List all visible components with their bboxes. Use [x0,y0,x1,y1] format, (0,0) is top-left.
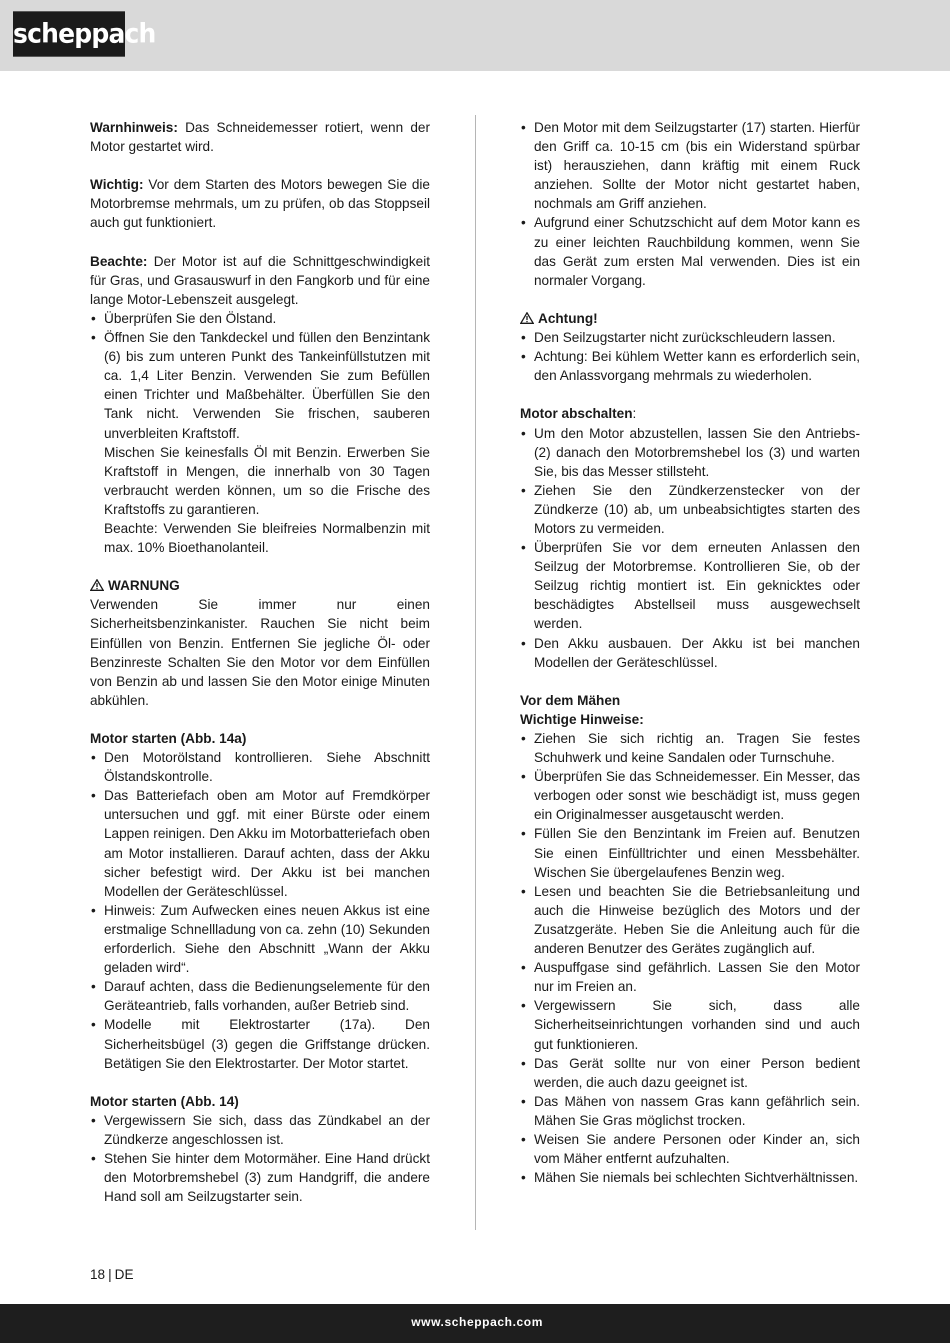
warning-icon [520,312,534,324]
page-number [90,1265,134,1284]
wichtig-text: Vor dem Starten des Motors bewegen Sie die Motorbremse mehrmals, um zu prüfen, ob das Stoppseil auch gut funktioniert. [90,177,430,231]
page-separator: | [108,1267,112,1282]
list-item: • Stehen Sie hinter dem Motormäher. Eine Hand drückt den Motorbremshebel (3) zum Handgriff, die andere Hand soll am Seilzugstarter sein. [90,1149,430,1206]
list-item: • Um den Motor abzustellen, lassen Sie den Antriebs- (2) danach den Motorbremshebel los (3) und warten Sie, bis das Messer stillsteht. [520,424,860,481]
motor-abschalten-heading [520,404,860,423]
list-item: • Vergewissern Sie sich, dass das Zündkabel an der Zündkerze angeschlossen ist. [90,1111,430,1149]
motor-starten-14-heading: Motor starten (Abb. 14) [90,1093,239,1109]
motor-starten-14a-heading: Motor starten (Abb. 14a) [90,731,247,746]
list-item: • Modelle mit Elektrostarter (17a). Den Sicherheitsbügel (3) gegen die Griffstange drücken. Betätigen Sie den Elektrostarter. Der Motor startet. [90,1015,430,1072]
list-item: • Überprüfen Sie das Schneidemesser. Ein Messer, das verbogen oder sonst wie beschädigt ist, muss gegen ein Originalmesser ausgetauscht werden. [520,767,860,824]
warnung-title: WARNUNG [108,578,180,594]
list-item: • Das Mähen von nassem Gras kann gefährlich sein. Mähen Sie Gras möglichst trocken. [520,1092,860,1130]
wichtige-hinweise-heading: Wichtige Hinweise: [520,711,644,727]
motor-abschalten-list [520,424,860,672]
brand-logo: scheppach [13,11,125,56]
list-item: • Auspuffgase sind gefährlich. Lassen Sie den Motor nur im Freien an. [520,958,860,996]
beachte-paragraph [90,252,430,309]
footer-bar [0,1304,950,1343]
list-item: • Öffnen Sie den Tankdeckel und füllen den Benzintank (6) bis zum unteren Punkt des Tankeinfüllstutzen mit ca. 1,4 Liter Benzin. Verwenden Sie zum Befüllen einen Trichter und Maßbehälter. Überfüllen Sie den Tank nicht. Verwenden Sie frischen, sauberen unverbleiten Kraftstoff. [90,328,430,443]
list-item: • Ziehen Sie den Zündkerzenstecker von der Zündkerze (10) ab, um unbeabsichtigtes starten des Motors zu vermeiden. [520,481,860,538]
beachte-text: Der Motor ist auf die Schnittgeschwindigkeit für Gras, und Grasauswurf in den Fangkorb und für eine lange Motor-Lebenszeit ausgelegt. [90,253,430,307]
motor-abschalten-title: Motor abschalten [520,406,633,422]
wichtig-lead: Wichtig: [90,177,144,193]
beachte-lead: Beachte: [90,253,148,269]
list-item: • Darauf achten, dass die Bedienungselemente für den Geräteantrieb, falls vorhanden, außer Betrieb sind. [90,977,430,1015]
website-url: www.scheppach.com [411,1315,543,1329]
list-item: • Aufgrund einer Schutzschicht auf dem Motor kann es zu einer leichten Rauchbildung kommen, wenn Sie das Gerät zum ersten Mal verwenden. Dies ist ein normaler Vorgang. [520,213,860,289]
warnung-text: Verwenden Sie immer nur einen Sicherheitsbenzinkanister. Rauchen Sie nicht beim Einfüllen von Benzin. Entfernen Sie jegliche Öl- oder Benzinreste Schalten Sie den Motor vor dem Einfüllen von Benzin ab und lassen Sie den Motor einige Minuten abkühlen. [90,597,430,708]
motor-starten-14a-list [90,748,430,1073]
list-item: • Den Seilzugstarter nicht zurückschleudern lassen. [520,328,860,347]
list-item: • Hinweis: Zum Aufwecken eines neuen Akkus ist eine erstmalige Schnellladung von ca. zehn (10) Sekunden erforderlich. Siehe den Abschnitt „Wann der Akku geladen wird“. [90,901,430,977]
fuel-note: Mischen Sie keinesfalls Öl mit Benzin. Erwerben Sie Kraftstoff in Mengen, die innerhalb von 30 Tagen verbraucht werden können, um so die Frische des Kraftstoffs zu garantieren. [104,444,430,517]
vor-dem-maehen-heading: Vor dem Mähen [520,692,621,708]
page-number-value: 18 [90,1267,106,1282]
list-item: • Den Akku ausbauen. Der Akku ist bei manchen Modellen der Geräteschlüssel. [520,634,860,672]
warning-icon [90,579,104,591]
fuel-note-bioethanol: Beachte: Verwenden Sie bleifreies Normalbenzin mit max. 10% Bioethanolanteil. [104,520,430,556]
list-item: • Überprüfen Sie den Ölstand. [90,309,430,328]
list-item: • Mähen Sie niemals bei schlechten Sichtverhältnissen. [520,1168,860,1187]
list-item: • Das Batteriefach oben am Motor auf Fremdkörper untersuchen und ggf. mit einer Bürste oder einem Lappen reinigen. Den Akku im Motorbatteriefach oben am Motor installieren. Darauf achten, dass der Akku sicher befestigt wird. Der Akku ist bei manchen Modellen der Geräteschlüssel. [90,786,430,901]
motor-starten-14-list [90,1111,430,1206]
list-item: • Füllen Sie den Benzintank im Freien auf. Benutzen Sie einen Einfülltrichter und einen Messbehälter. Wischen Sie übergelaufenes Benzin weg. [520,824,860,881]
achtung-heading [520,309,860,328]
achtung-title: Achtung! [538,310,598,326]
warnhinweis-text: Das Schneidemesser rotiert, wenn der Motor gestartet wird. [90,120,430,155]
list-item: • Überprüfen Sie vor dem erneuten Anlassen den Seilzug der Motorbremse. Kontrollieren Sie, ob der Seilzug richtig montiert ist. Ein geknicktes oder beschädigtes Abstellseil muss ausgewechselt werden. [520,538,860,633]
left-column [90,118,430,1206]
column-divider [475,115,476,1230]
achtung-list [520,328,860,385]
seilzug-list [520,118,860,290]
header-bar [0,0,950,71]
list-item: • Weisen Sie andere Personen oder Kinder an, sich vom Mäher entfernt aufzuhalten. [520,1130,860,1168]
list-item: • Lesen und beachten Sie die Betriebsanleitung und auch die Hinweise bezüglich des Motors und der Zusatzgeräte. Heben Sie die Anleitung auch für die anderen Benutzer des Gerätes zugänglich auf. [520,882,860,958]
list-item: • Den Motor mit dem Seilzugstarter (17) starten. Hierfür den Griff ca. 10-15 cm (bis ein Widerstand spürbar ist) herausziehen, dann kräftig mit einem Ruck anziehen. Sollte der Motor nicht gestartet haben, nochmals am Griff anziehen. [520,118,860,213]
list-item: • Das Gerät sollte nur von einer Person bedient werden, die auch dazu geeignet ist. [520,1054,860,1092]
list-item: • Achtung: Bei kühlem Wetter kann es erforderlich sein, den Anlassvorgang mehrmals zu wiederholen. [520,347,860,385]
right-column [520,118,860,1187]
motor-abschalten-colon: : [632,406,637,422]
warnhinweis-paragraph [90,118,430,156]
warnhinweis-lead: Warnhinweis: [90,120,178,135]
language-code: DE [114,1267,134,1282]
fuel-list [90,309,430,443]
list-item: • Ziehen Sie sich richtig an. Tragen Sie festes Schuhwerk und keine Sandalen oder Turnschuhe. [520,729,860,767]
wichtig-paragraph [90,175,430,232]
list-item: • Vergewissern Sie sich, dass alle Sicherheitseinrichtungen vorhanden sind und auch gut funktionieren. [520,996,860,1053]
list-item: • Den Motorölstand kontrollieren. Siehe Abschnitt Ölstandskontrolle. [90,748,430,786]
vor-dem-maehen-list [520,729,860,1187]
warnung-heading [90,576,430,595]
